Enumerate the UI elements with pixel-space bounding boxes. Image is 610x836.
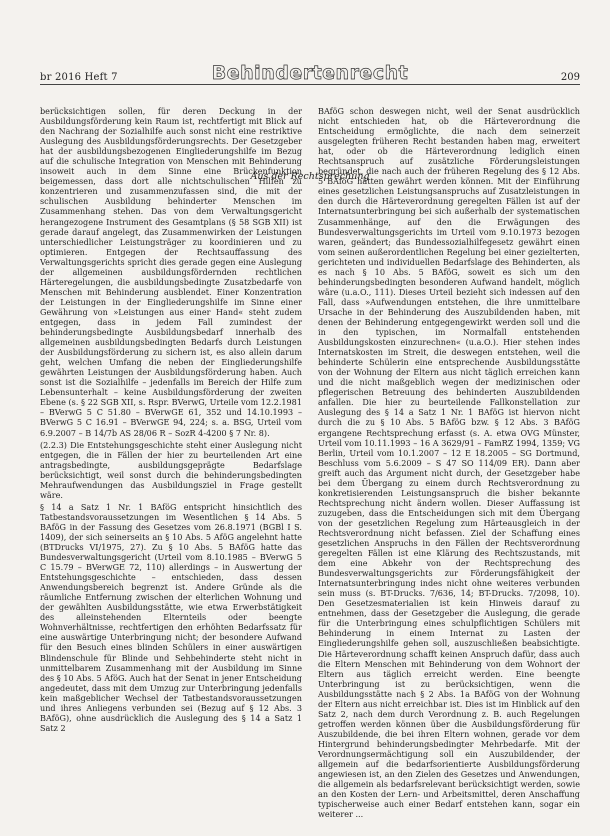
page-number: 209 <box>560 72 580 83</box>
journal-title: Behindertenrecht <box>211 62 409 84</box>
right-column <box>318 106 580 822</box>
header-rule <box>40 84 580 182</box>
paragraph: (2.2.3) Die Entstehungsgeschichte steht einer Auslegung nicht entgegen, die in Fällen der hier zu beurteilenden Art eine antragsbedingte, ausbildungsgeprägte Bedarfslage berücksichtigt, weil sonst durch die behinderungsbedingten Mehraufwendungen das Ausbildungsziel in Frage gestellt wäre. <box>40 439 302 500</box>
issue-label: br 2016 Heft 7 <box>40 72 118 83</box>
section-title: Aus der Rechtsprechung <box>250 171 370 182</box>
left-column <box>40 106 302 822</box>
paragraph: § 14 a Satz 1 Nr. 1 BAföG entspricht hinsichtlich des Tatbestandsvoraussetzungen im Wesentlichen § 14 Abs. 5 BAföG in der Fassung des Gesetzes vom 26.8.1971 (BGBl I S. 1409), der sich seinerseits an § 10 Abs. 5 AföG angelehnt hatte (BTDrucks VI/1975, 27). Zu § 10 Abs. 5 BAföG hatte das Bundesverwaltungsgericht (Urteil vom 8.10.1985 – BVerwG 5 C 15.79 – BVerwGE 72, 110) allerdings – in Auswertung der Entstehungsgeschichte – entschieden, dass dessen Anwendungsbereich begrenzt ist. Andere Gründe als die räumliche Entfernung zwischen der elterlichen Wohnung und der gewählten Ausbildungsstätte, wie etwa Erwerbstätigkeit des alleinstehenden Elternteils oder beengte Wohnverhältnisse, rechtfertigen den erhöhten Bedarfssatz für eine auswärtige Unterbringung nicht; der besondere Aufwand für den Besuch eines blinden Schülers in einer auswärtigen Blindenschule für Blinde und Sehbehinderte steht nicht in unmittelbarem Zusammenhang mit der Ausbildung im Sinne des § 10 Abs. 5 AföG. Auch hat der Senat in jener Entscheidung angedeutet, dass mit dem Umzug zur Unterbringung jedenfalls kein maßgeblicher Wechsel der Tatbestandsvoraussetzungen und ihres Anliegens verbunden sei (Bezug auf § 12 Abs. 3 BAföG), ohne ausdrücklich die Auslegung des § 14 a Satz 1 Satz 2 <box>40 501 302 733</box>
paragraph: BAföG schon deswegen nicht, weil der Senat ausdrücklich nicht entschieden hat, ob die Härteverordnung die Entscheidung ermöglichte, die nach dem seinerzeit ausgelegten früheren Recht bestanden haben mag, erweitert hat, oder ob die Härteverordnung lediglich einen Rechtsanspruch auf zusätzliche Förderungsleistungen begründet, die nach auch der früheren Regelung des § 12 Abs. 5 BAföG hätten gewährt werden können. Mit der Einführung eines gesetzlichen Leistungsanspruchs auf Zusatzleistungen in den durch die Härteverordnung geregelten Fällen ist auf der Internatsunterbringung bei sich außerhalb der systematischen Zusammenhänge, auf den die Erwägungen des Bundesverwaltungsgerichts im Urteil vom 9.10.1973 bezogen waren, geändert; das Bundessozialhilfegesetz gewährt einen vom seinen außerordentlichen Regelung bei einer gezielterten, gerichteten und individuellen Bedarfslage des Behinderten, als es nach § 10 Abs. 5 BAföG, soweit es sich um den behinderungsbedingten besonderen Aufwand handelt, möglich wäre (u.a.O., 111). Dieses Urteil bezieht sich indessen auf den Fall, dass »Aufwendungen entstehen, die ihre unmittelbare Ursache in der Behinderung des Auszubildenden haben, mit denen der Behinderung entgegengewirkt werden soll und die in den typischen, im Normalfall entstehenden Ausbildungskosten einzurechnen« (u.a.O.). Hier stehen indes Internatskosten im Streit, die deswegen entstehen, weil die behinderte Schülerin eine entsprechende Ausbildungsstätte von der Wohnung der Eltern aus nicht täglich erreichen kann und die nicht maßgeblich wegen der medizinischen oder pflegerischen Betreuung des behinderten Auszubildenden anfallen. Die hier zu beurteilende Fallkonstellation zur Auslegung des § 14 a Satz 1 Nr. 1 BAföG ist hiervon nicht durch die zu § 10 Abs. 5 BAföG bzw. § 12 Abs. 3 BAföG ergangene Rechtsprechung erfasst (s. A. etwa OVG Münster, Urteil vom 10.11.1993 – 16 A 3629/91 – FamRZ 1994, 1359; VG Berlin, Urteil vom 10.1.2007 – 12 E 18.2005 – SG Dortmund, Beschluss vom 5.6.2009 – S 47 SO 114/09 ER). Dann aber greift auch das Argument nicht durch, der Gesetzgeber habe bei dem Übergang zu einem durch Rechtsverordnung zu konkretisierenden Leistungsanspruch die bisher bekannte Rechtsprechung nicht ändern wollen. Dieser Auffassung ist zuzugeben, dass die Entscheidungen sich mit dem Übergang von der gesetzlichen Regelung zum Härteausgleich in der Rechtsverordnung nicht befassen. Ziel der Schaffung eines gesetzlichen Anspruchs in den Fällen der Rechtsverordnung geregelten Fällen ist eine Klärung des Rechtszustands, mit dem eine Abkehr von der Rechtsprechung des Bundesverwaltungsgerichts zur Förderungsfähigkeit der Internatsunterbringung indes nicht ohne weiteres verbunden sein muss (s. BT-Drucks. 7/636, 14; BT-Drucks. 7/2098, 10). Den Gesetzesmaterialien ist kein Hinweis darauf zu entnehmen, dass der Gesetzgeber die Auslegung, die gerade für die Unterbringung eines schulpflichtigen Schülers mit Behinderung in einem Internat zu Lasten der Eingliederungshilfe gehen soll, auszuschließen beabsichtigte. Die Härteverordnung schafft keinen Anspruch dafür, dass auch die Eltern Menschen mit Behinderung von dem Wohnort der Eltern aus täglich erreicht werden. Eine beengte Unterbringung ist zu berücksichtigen, wenn die Ausbildungsstätte nach § 2 Abs. 1a BAföG von der Wohnung der Eltern aus nicht erreichbar ist. Dies ist im Hinblick auf den Satz 2, nach dem durch Verordnung z. B. auch Regelungen getroffen werden können über die Ausbildungsförderung für Auszubildende, die bei ihren Eltern wohnen, gerade vor dem Hintergrund behinderungsbedingter Mehrbedarfe. Mit der Verordnungsermächtigung soll ein Auszubildender, der allgemein auf die bedarfsorientierte Ausbildungsförderung angewiesen ist, an den Zielen des Gesetzes und Anwendungen, die allgemein als bedarfsrelevant berücksichtigt werden, sowie an den Kosten der Lern- und Arbeitsmittel, deren Anschaffung typischerweise auch einer Bedarf entstehen kann, sogar ein weiterer ... <box>318 106 580 820</box>
paragraph: berücksichtigen sollen, für deren Deckung in der Ausbildungsförderung kein Raum ist, rechtfertigt mit Blick auf den Nachrang der Sozialhilfe auch sonst nicht eine restriktive Auslegung des Ausbildungsförderungsrechts. Der Gesetzgeber hat der ausbildungsbezogenen Eingliederungshilfe im Bezug auf die schulische Integration von Menschen mit Behinderung insoweit auch in dem Sinne eine Brückenfunktion beigemessen, dass dort alle nichtschulischen Hilfen zu konzentrieren und zusammenzufassen sind, die mit der schulischen Ausbildung behinderter Menschen im Zusammenhang stehen. Das von dem Verwaltungsgericht herangezogene Instrument des Gesamtplans (§ 58 SGB XII) ist gerade darauf angelegt, das Zusammenwirken der Leistungen unterschiedlicher Leistungsträger zu koordinieren und zu optimieren. Entgegen der Rechtsauffassung des Verwaltungsgerichts spricht dies gerade gegen eine Auslegung der allgemeinen ausbildungsfördernden rechtlichen Härteregelungen, die ausbildungsbedingte Zusatzbedarfe von Menschen mit Behinderung ausblendet. Einer Konzentration der Leistungen in der Eingliederungshilfe im Sinne einer Gewährung von »Leistungen aus einer Hand« steht zudem entgegen, dass in jedem Fall zumindest der behinderungsbedingte Ausbildungsbedarf innerhalb des allgemeinen ausbildungsbedingten Bedarfs durch Leistungen der Ausbildungsförderung zu sichern ist, es also allein darum geht, welchen Umfang die neben der Eingliederungshilfe gewährten Leistungen der Ausbildungsförderung haben. Auch sonst ist die Sozialhilfe – jedenfalls im Bereich der Hilfe zum Lebensunterhalt – keine Ausbildungsförderung der zweiten Ebene (s. § 22 SGB XII, s. Rspr. BVerwG, Urteile vom 12.2.1981 – BVerwG 5 C 51.80 – BVerwGE 61, 352 und 14.10.1993 – BVerwG 5 C 16.91 – BVerwGE 94, 224; s. a. BSG, Urteil vom 6.9.2007 – B 14/7b AS 28/06 R – SozR 4-4200 § 7 Nr. 8). <box>40 106 302 438</box>
page-header <box>40 62 580 82</box>
text-columns <box>40 106 580 822</box>
